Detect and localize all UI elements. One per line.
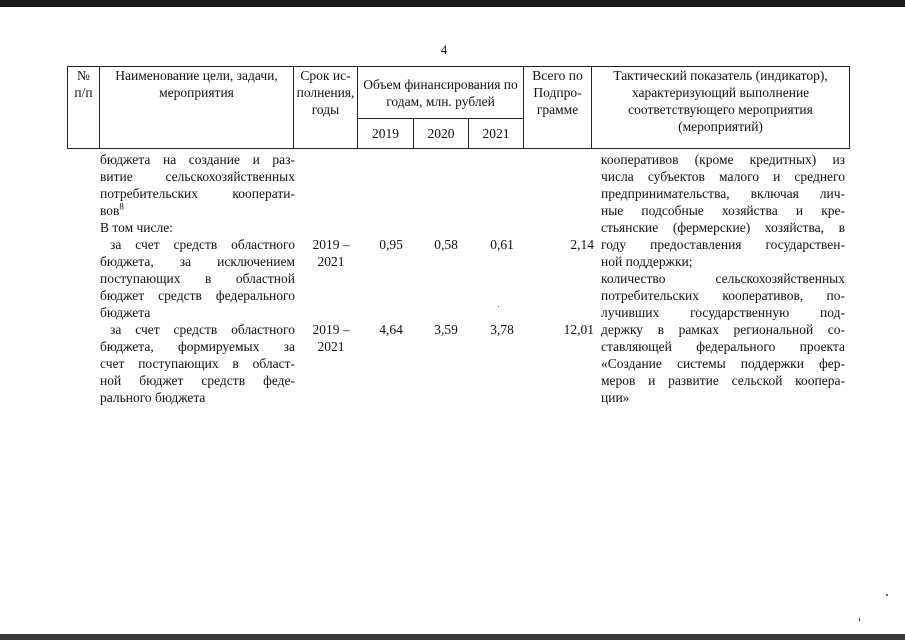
row2-value-2019: 4,64: [379, 322, 403, 337]
indicator-line: числа субъектов малого и среднего: [601, 169, 845, 184]
indicator-line: меров и развитие сельской коопера-: [601, 373, 845, 388]
header-total-cell: Всего по Подпро-грамме: [524, 67, 592, 149]
header-number-cell: № п/п: [68, 67, 100, 149]
row1-total: 2,14: [570, 237, 594, 252]
indicator-line: стьянские (фермерские) хозяйства, в: [601, 220, 845, 235]
row2-value-2021: 3,78: [490, 322, 514, 337]
row1-name-line: за счет средств областного: [110, 237, 295, 252]
row2-name-line: за счет средств областного: [110, 322, 295, 337]
header-year-2021: 2021: [469, 119, 524, 149]
row2-name-line: ной бюджет средств феде-: [100, 373, 295, 388]
indicator-line: ной поддержки;: [601, 254, 693, 269]
scan-bottom-edge: [0, 634, 905, 640]
intro-line: бюджета на создание и раз-: [100, 152, 295, 167]
scan-speck: [859, 618, 860, 621]
indicator-line: ные подсобные хозяйства и кре-: [601, 203, 845, 218]
indicator-line: держку в рамках региональной со-: [601, 322, 845, 337]
row2-name-line: рального бюджета: [100, 390, 206, 405]
scan-speck: [498, 306, 499, 307]
header-indicator-cell: Тактический показатель (индикатор), характеризующий выполнение соответствующего мероприятия (мероприятий): [592, 67, 850, 149]
header-year-2019: 2019: [358, 119, 414, 149]
row1-term: 2019 – 2021: [312, 237, 350, 269]
row2-term: 2019 – 2021: [312, 322, 350, 354]
table-header: [67, 66, 850, 149]
row1-name-line: бюджет средств федерального: [100, 288, 295, 303]
row1-name-line: бюджета, за исключением: [100, 254, 295, 269]
intro-line: витие сельскохозяйственных: [100, 169, 295, 184]
indicator-line: ции»: [601, 390, 630, 405]
indicator-line: предпринимательства, включая лич-: [601, 186, 845, 201]
row1-value-2020: 0,58: [434, 237, 458, 252]
indicator-line: году предоставления государствен-: [601, 237, 845, 252]
header-year-2020: 2020: [414, 119, 469, 149]
row2-value-2020: 3,59: [434, 322, 458, 337]
scan-speck: [886, 594, 888, 596]
row2-name-line: бюджета, формируемых за: [100, 339, 295, 354]
row1-name-line: поступающих в областной: [100, 271, 295, 286]
header-name-cell: Наименование цели, задачи, мероприятия: [100, 67, 294, 149]
indicator-line: потребительских кооперативов, по-: [601, 288, 845, 303]
indicator-line: ставляющей федерального проекта: [601, 339, 845, 354]
indicator-line: количество сельскохозяйственных: [601, 271, 845, 286]
indicator-line: лучивших государственную под-: [601, 305, 845, 320]
header-funding-cell: Объем финансирования по годам, млн. рублей: [358, 67, 524, 119]
intro-last-word: вов: [100, 203, 120, 218]
including-label: В том числе:: [100, 220, 173, 235]
row2-name-line: счет поступающих в област-: [100, 356, 295, 371]
indicator-line: «Создание системы поддержки фер-: [601, 356, 845, 371]
page-number: 4: [440, 42, 448, 57]
scan-top-edge: [0, 0, 905, 7]
indicator-line: кооперативов (кроме кредитных) из: [601, 152, 845, 167]
row1-value-2019: 0,95: [379, 237, 403, 252]
footnote-mark: 8: [119, 201, 124, 212]
row1-value-2021: 0,61: [490, 237, 514, 252]
header-term-cell: Срок ис-полнения, годы: [294, 67, 358, 149]
intro-line: потребительских кооперати-: [100, 186, 295, 201]
intro-last-line: [100, 202, 295, 219]
row2-total: 12,01: [563, 322, 594, 337]
row1-name-line: бюджета: [100, 305, 151, 320]
